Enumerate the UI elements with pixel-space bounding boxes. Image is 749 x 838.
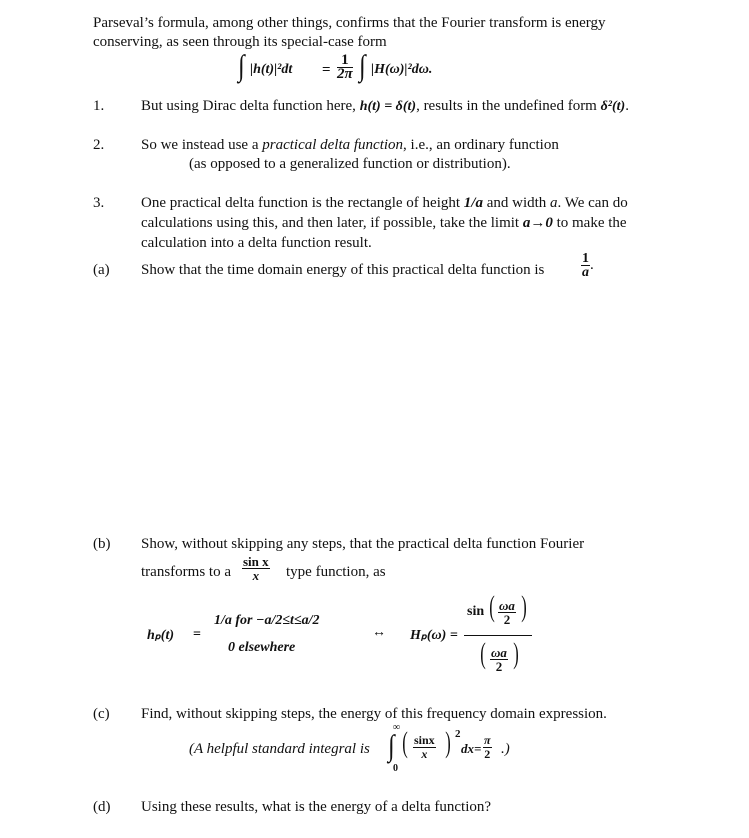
hp-equals: = bbox=[193, 627, 201, 642]
parseval-fraction bbox=[337, 54, 353, 81]
part-c-marker: (c) bbox=[93, 706, 110, 722]
part-b-line-2b: type function, as bbox=[286, 564, 386, 580]
part-c-text: Find, without skipping steps, the energy of this frequency domain expression. bbox=[141, 706, 607, 722]
intro-line-2: conserving, as seen through its special-case form bbox=[93, 34, 387, 50]
item-1-text: But using Dirac delta function here, h(t) = δ(t), results in the undefined form δ²(t). bbox=[141, 98, 629, 114]
parseval-lhs: |h(t)|²dt bbox=[250, 62, 293, 77]
item-1-eq: h(t) = δ(t) bbox=[359, 99, 417, 114]
item-2-marker: 2. bbox=[93, 137, 105, 153]
case-1: 1/a for −a/2≤t≤a/2 bbox=[214, 613, 320, 628]
item-3-line-1: One practical delta function is the rectangle of height 1/a and width a. We can do bbox=[141, 195, 628, 211]
parseval-rhs: |H(ω)|²dω. bbox=[371, 62, 433, 77]
case-2: 0 elsewhere bbox=[228, 640, 296, 655]
part-a-text: Show that the time domain energy of this practical delta function is bbox=[141, 262, 545, 278]
part-b-marker: (b) bbox=[93, 536, 111, 552]
intro-line-1: Parseval’s formula, among other things, confirms that the Fourier transform is energy bbox=[93, 15, 606, 31]
item-3-line-3: calculation into a delta function result. bbox=[141, 235, 372, 251]
practical-delta-term: practical delta function bbox=[262, 137, 404, 153]
Hp-w-label: Hₚ(ω) = bbox=[410, 628, 458, 643]
parseval-frac-den: 2π bbox=[337, 66, 353, 82]
part-d-marker: (d) bbox=[93, 799, 111, 815]
item-2-line-2: (as opposed to a generalized function or distribution). bbox=[189, 156, 511, 172]
hint-close: .) bbox=[501, 741, 510, 757]
part-d-text: Using these results, what is the energy of a delta function? bbox=[141, 799, 492, 815]
item-2-line-1: So we instead use a practical delta function, i.e., an ordinary function bbox=[141, 137, 559, 153]
sin-label: sin bbox=[467, 604, 485, 619]
part-a-marker: (a) bbox=[93, 262, 110, 278]
standard-integral-hint: (A helpful standard integral is bbox=[189, 741, 370, 757]
parseval-frac-num: 1 bbox=[337, 54, 353, 68]
item-1-eq2: δ²(t) bbox=[600, 99, 626, 114]
hp-t-label: hₚ(t) bbox=[147, 628, 174, 643]
parseval-equals: = bbox=[322, 62, 331, 78]
item-3-line-2: calculations using this, and then later, if possible, take the limit a→0 to make the bbox=[141, 215, 627, 231]
item-1-marker: 1. bbox=[93, 98, 105, 114]
sinc-fraction: sin ( $\frac{\omega a}{2}$ ) ( $\frac{\omega a}{2}$ ) bbox=[464, 590, 534, 686]
sinx-over-x-fraction: $\frac{\text{sin x}}{x}$ bbox=[243, 554, 269, 583]
part-b-line-1: Show, without skipping any steps, that the practical delta function Fourier bbox=[141, 536, 585, 552]
standard-integral: ∞ ∫ 0 ( $\frac{\sin x}{x}$ ) 2 dx= $\frac{\pi}{2}$ bbox=[388, 722, 491, 774]
fourier-pair-arrow: ↔ bbox=[372, 625, 386, 640]
part-b-line-2a: transforms to a bbox=[141, 564, 231, 580]
item-3-marker: 3. bbox=[93, 195, 105, 211]
part-a-fraction: $\frac{1}{a}$ . bbox=[582, 251, 594, 280]
